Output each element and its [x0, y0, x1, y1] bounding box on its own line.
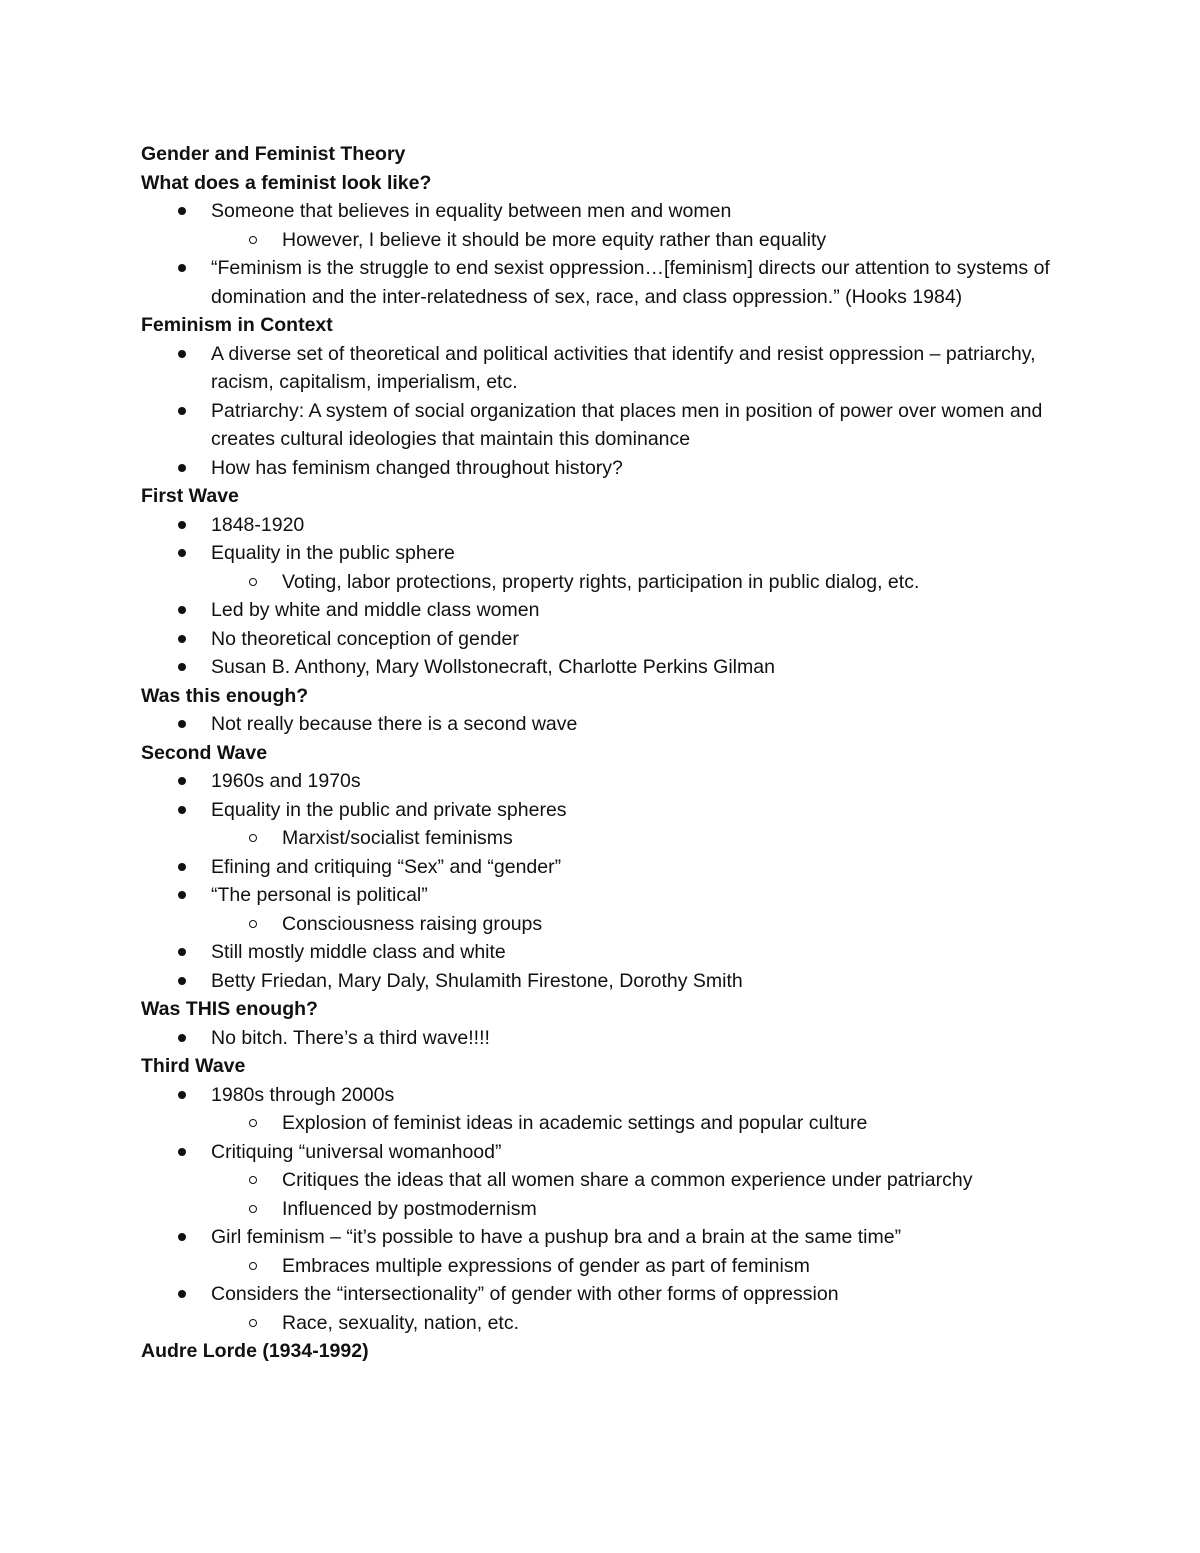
bullet-text: Consciousness raising groups — [282, 912, 543, 935]
bullet-text: Voting, labor protections, property rights, participation in public dialog, etc. — [282, 570, 920, 593]
sub-bullet-item — [141, 1109, 1061, 1138]
bullet-item — [141, 340, 1061, 397]
bullet-text: Embraces multiple expressions of gender as part of feminism — [282, 1254, 810, 1277]
bullet-text: Still mostly middle class and white — [211, 941, 506, 963]
bullet-item — [141, 1024, 1061, 1053]
bullet-item — [141, 625, 1061, 654]
bullet-text: However, I believe it should be more equity rather than equality — [282, 228, 827, 251]
bullet-text: Explosion of feminist ideas in academic settings and popular culture — [282, 1112, 868, 1134]
bullet-text: 1848-1920 — [211, 513, 305, 536]
sub-bullet-item — [141, 824, 1061, 853]
bullet-text: How has feminism changed throughout history? — [211, 456, 623, 479]
bullet-item — [141, 1138, 1061, 1167]
sub-bullet-item — [141, 568, 1061, 597]
bullet-item — [141, 454, 1061, 483]
bullet-text: Patriarchy: A system of social organization that places men in position of power over women and creates cultural ideologies that maintain this dominance — [211, 399, 1043, 450]
bullet-icon — [172, 511, 192, 540]
hollow-bullet-icon — [243, 1195, 263, 1224]
bullet-icon — [172, 1024, 192, 1053]
bullet-icon — [172, 625, 192, 654]
bullet-icon — [172, 197, 192, 226]
bullet-icon — [172, 454, 192, 483]
bullet-icon — [172, 340, 192, 369]
bullet-item — [141, 511, 1061, 540]
bullet-text: Race, sexuality, nation, etc. — [282, 1311, 520, 1334]
hollow-bullet-icon — [243, 1109, 263, 1138]
bullet-text: 1960s and 1970s — [211, 770, 361, 792]
bullet-item — [141, 254, 1061, 311]
sub-bullet-item — [141, 1195, 1061, 1224]
document-title: Gender and Feminist Theory — [141, 143, 406, 165]
bullet-icon — [172, 653, 192, 682]
bullet-icon — [172, 710, 192, 739]
bullet-item — [141, 397, 1061, 454]
section-heading: Was THIS enough? — [141, 998, 318, 1020]
section-heading: What does a feminist look like? — [141, 171, 432, 194]
bullet-text: Led by white and middle class women — [211, 599, 540, 621]
bullet-item — [141, 767, 1061, 796]
bullet-item — [141, 653, 1061, 682]
bullet-item — [141, 197, 1061, 226]
bullet-icon — [172, 967, 192, 996]
sub-bullet-item — [141, 226, 1061, 255]
hollow-bullet-icon — [243, 226, 263, 255]
bullet-icon — [172, 254, 192, 283]
bullet-icon — [172, 796, 192, 825]
bullet-text: Efining and critiquing “Sex” and “gender” — [211, 855, 562, 878]
bullet-text: Betty Friedan, Mary Daly, Shulamith Firestone, Dorothy Smith — [211, 969, 743, 992]
bullet-icon — [172, 938, 192, 967]
sub-bullet-item — [141, 1252, 1061, 1281]
bullet-text: Girl feminism – “it’s possible to have a pushup bra and a brain at the same time” — [211, 1226, 902, 1248]
hollow-bullet-icon — [243, 1252, 263, 1281]
bullet-text: No theoretical conception of gender — [211, 627, 519, 650]
bullet-icon — [172, 853, 192, 882]
section-heading: Third Wave — [141, 1055, 246, 1077]
bullet-text: No bitch. There’s a third wave!!!! — [211, 1026, 490, 1049]
bullet-text: Marxist/socialist feminisms — [282, 827, 513, 849]
bullet-item — [141, 853, 1061, 882]
section-heading: Second Wave — [141, 741, 268, 764]
bullet-text: Susan B. Anthony, Mary Wollstonecraft, Charlotte Perkins Gilman — [211, 656, 775, 678]
bullet-item — [141, 796, 1061, 825]
bullet-item — [141, 938, 1061, 967]
bullet-text: 1980s through 2000s — [211, 1083, 395, 1106]
bullet-text: Critiquing “universal womanhood” — [211, 1140, 502, 1163]
bullet-item — [141, 596, 1061, 625]
hollow-bullet-icon — [243, 568, 263, 597]
bullet-icon — [172, 767, 192, 796]
bullet-text: Critiques the ideas that all women share a common experience under patriarchy — [282, 1169, 973, 1191]
bullet-icon — [172, 1138, 192, 1167]
section-heading: Was this enough? — [141, 684, 309, 707]
sub-bullet-item — [141, 910, 1061, 939]
bullet-item — [141, 1280, 1061, 1309]
bullet-text: Someone that believes in equality between men and women — [211, 200, 732, 222]
section-heading: Audre Lorde (1934-1992) — [141, 1340, 369, 1362]
bullet-item — [141, 881, 1061, 910]
bullet-text: “The personal is political” — [211, 884, 428, 906]
bullet-text: “Feminism is the struggle to end sexist oppression…[feminism] directs our attention to systems of domination and the inter-relatedness of sex, race, and class oppression.” (Hooks 1984) — [211, 257, 1050, 308]
bullet-item — [141, 967, 1061, 996]
bullet-icon — [172, 1280, 192, 1309]
bullet-icon — [172, 881, 192, 910]
bullet-text: Equality in the public sphere — [211, 542, 455, 564]
sub-bullet-item — [141, 1309, 1061, 1338]
bullet-icon — [172, 1081, 192, 1110]
bullet-text: Not really because there is a second wave — [211, 713, 578, 735]
bullet-text: Considers the “intersectionality” of gender with other forms of oppression — [211, 1283, 839, 1305]
document-body — [141, 140, 1061, 1366]
bullet-text: A diverse set of theoretical and political activities that identify and resist oppression – patriarchy, racism, capitalism, imperialism, etc. — [211, 342, 1036, 393]
bullet-text: Influenced by postmodernism — [282, 1197, 537, 1220]
bullet-item — [141, 539, 1061, 568]
bullet-icon — [172, 539, 192, 568]
bullet-text: Equality in the public and private spheres — [211, 798, 567, 821]
sub-bullet-item — [141, 1166, 1061, 1195]
bullet-item — [141, 710, 1061, 739]
section-heading: First Wave — [141, 485, 239, 507]
hollow-bullet-icon — [243, 1309, 263, 1338]
bullet-icon — [172, 1223, 192, 1252]
bullet-icon — [172, 596, 192, 625]
hollow-bullet-icon — [243, 910, 263, 939]
section-heading: Feminism in Context — [141, 314, 333, 336]
bullet-icon — [172, 397, 192, 426]
bullet-item — [141, 1081, 1061, 1110]
hollow-bullet-icon — [243, 824, 263, 853]
hollow-bullet-icon — [243, 1166, 263, 1195]
bullet-item — [141, 1223, 1061, 1252]
